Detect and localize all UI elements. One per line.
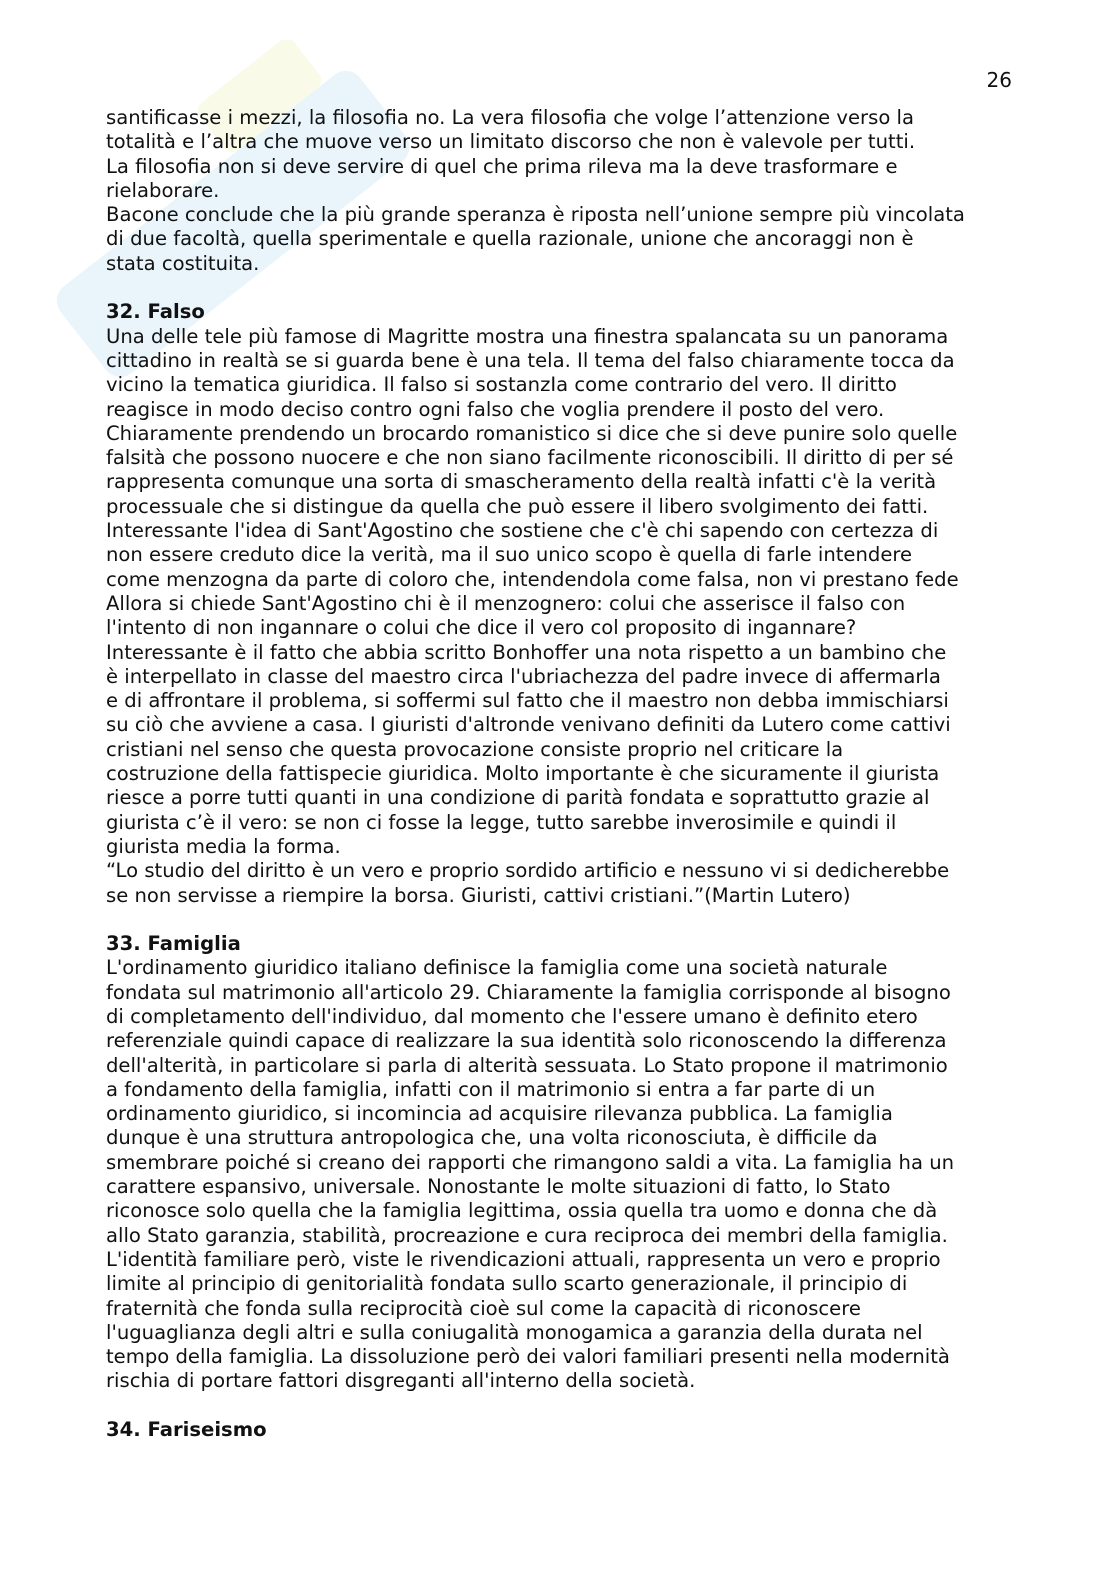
document-body (106, 106, 1016, 1442)
intro-paragraph: Bacone conclude che la più grande speranza è riposta nell’unione sempre più vincolata di due facoltà, quella sperimentale e quella razionale, unione che ancoraggi non è stata costituita. (106, 203, 965, 275)
paragraph-gap (106, 1394, 1016, 1418)
section-heading-famiglia: 33. Famiglia (106, 932, 241, 956)
paragraph-gap (106, 276, 1016, 300)
paragraph-gap (106, 908, 1016, 932)
section-paragraph: L'ordinamento giuridico italiano definisce la famiglia come una società naturale fondata sul matrimonio all'articolo 29. Chiaramente la famiglia corrisponde al bisogno di completamento dell'individuo, dal momento che l'essere umano è definito etero referenziale quindi capace di realizzare la sua identità solo riconoscendo la differenza dell'alterità, in particolare si parla di alterità sessuata. Lo Stato propone il matrimonio a fondamento della famiglia, infatti con il matrimonio si entra a far parte di un ordinamento giuridico, si incomincia ad acquisire rilevanza pubblica. La famiglia dunque è una struttura antropologica che, una volta riconosciuta, è difficile da smembrare poiché si creano dei rapporti che rimangono saldi a vita. La famiglia ha un carattere espansivo, universale. Nonostante le molte situazioni di fatto, lo Stato riconosce solo quella che la famiglia legittima, ossia quella tra uomo e donna che dà allo Stato garanzia, stabilità, procreazione e cura reciproca dei membri della famiglia. L'identità familiare però, viste le rivendicazioni attuali, rappresenta un vero e proprio limite al principio di genitorialità fondata sullo scarto generazionale, il principio di fraternità che fonda sulla reciprocità cioè sul come la capacità di riconoscere l'uguaglianza degli altri e sulla coniugalità monogamica a garanzia della durata nel tempo della famiglia. La dissoluzione però dei valori familiari presenti nella modernità rischia di portare fattori disgreganti all'interno della società. (106, 956, 955, 1393)
page-number: 26 (986, 68, 1012, 92)
section-heading-falso: 32. Falso (106, 300, 205, 324)
section-heading-fariseismo: 34. Fariseismo (106, 1418, 267, 1442)
section-paragraph: Una delle tele più famose di Magritte mostra una finestra spalancata su un panorama cittadino in realtà se si guarda bene è una tela. Il tema del falso chiaramente tocca da vicino la tematica giuridica. Il falso si sostanzIa come contrario del vero. Il diritto reagisce in modo deciso contro ogni falso che voglia prendere il posto del vero. Chiaramente prendendo un brocardo romanistico si dice che si deve punire solo quelle falsità che possono nuocere e che non siano facilmente riconoscibili. Il diritto di per sé rappresenta comunque una sorta di smascheramento della realtà infatti c'è la verità processuale che si distingue da quella che può essere il libero svolgimento dei fatti. Interessante l'idea di Sant'Agostino che sostiene che c'è chi sapendo con certezza di non essere creduto dice la verità, ma il suo unico scopo è quella di farle intendere come menzogna da parte di coloro che, intendendola come falsa, non vi prestano fede Allora si chiede Sant'Agostino chi è il menzognero: colui che asserisce il falso con l'intento di non ingannare o colui che dice il vero col proposito di ingannare? Interessante è il fatto che abbia scritto Bonhoffer una nota rispetto a un bambino che è interpellato in classe del maestro circa l'ubriachezza del padre invece di affermarla e di affrontare il problema, si soffermi sul fatto che il maestro non debba immischiarsi su ciò che avviene a casa. I giuristi d'altronde venivano definiti da Lutero come cattivi cristiani nel senso che questa provocazione consiste proprio nel criticare la costruzione della fattispecie giuridica. Molto importante è che sicuramente il giurista riesce a porre tutti quanti in una condizione di parità fondata e soprattutto grazie al giurista c’è il vero: se non ci fosse la legge, tutto sarebbe inverosimile e quindi il giurista media la forma. (106, 324, 959, 858)
intro-paragraph: santificasse i mezzi, la filosofia no. La vera filosofia che volge l’attenzione verso la totalità e l’altra che muove verso un limitato discorso che non è valevole per tutti. La filosofia non si deve servire di quel che prima rileva ma la deve trasformare e rielaborare. (106, 106, 916, 202)
quote-paragraph: “Lo studio del diritto è un vero e proprio sordido artificio e nessuno vi si dedicherebbe se non servisse a riempire la borsa. Giuristi, cattivi cristiani.”(Martin Lutero) (106, 859, 950, 907)
